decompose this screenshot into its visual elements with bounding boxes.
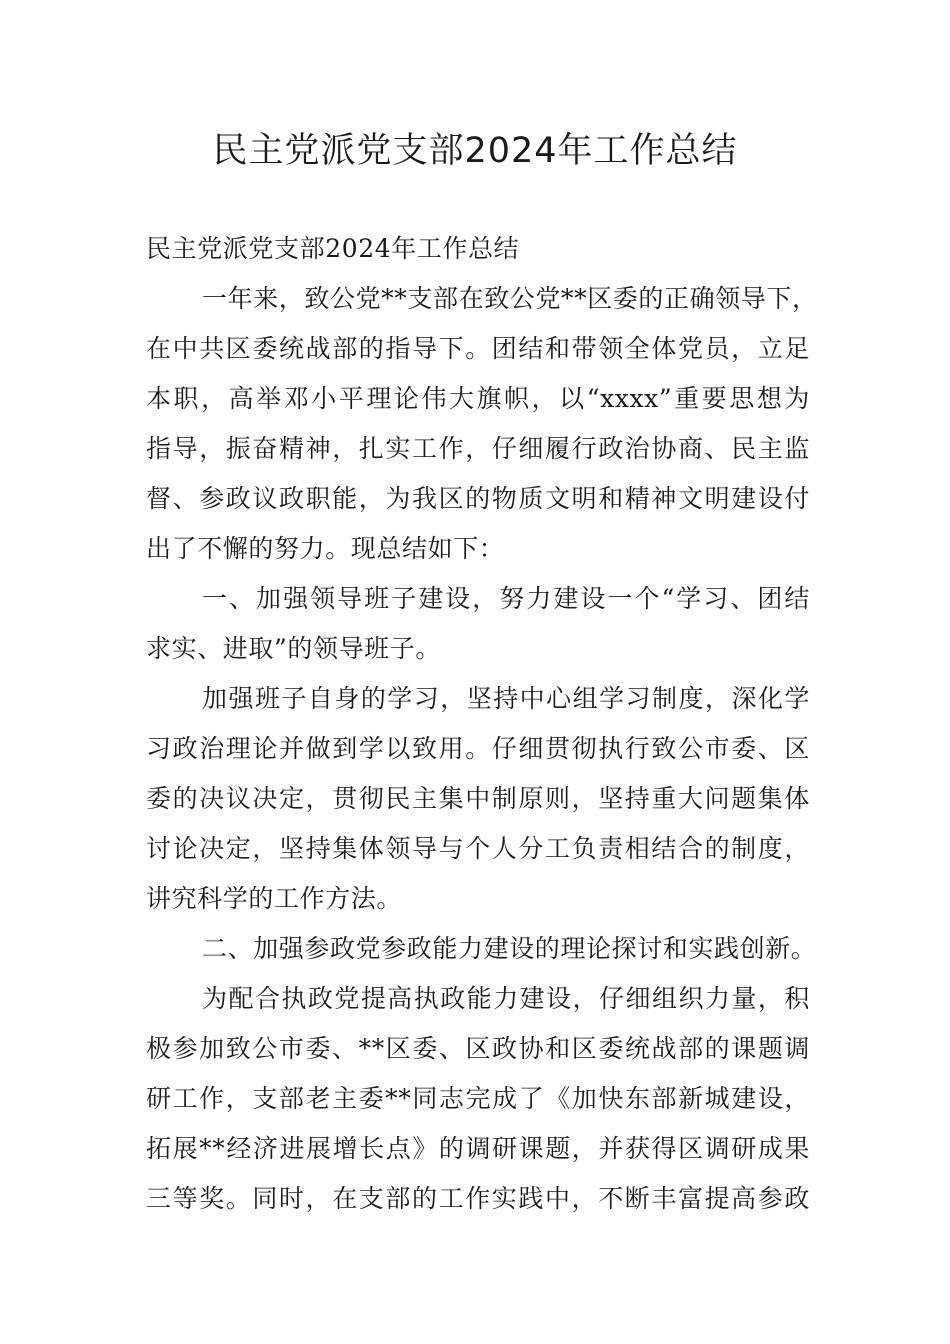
document-body: [146, 224, 818, 1224]
paragraph-line: 加强班子自身的学习，坚持中心组学习制度，深化学: [202, 684, 810, 713]
paragraph-line: 极参加致公市委、**区委、区政协和区委统战部的课题调: [146, 1034, 810, 1063]
paragraph-line: 研工作，支部老主委**同志完成了《加快东部新城建设，: [146, 1084, 810, 1113]
section-heading-line: 一、加强领导班子建设，努力建设一个“学习、团结: [202, 584, 810, 613]
section-heading-line: 二、加强参政党参政能力建设的理论探讨和实践创新。: [202, 934, 817, 963]
paragraph-line: 在中共区委统战部的指导下。团结和带领全体党员，立足: [146, 334, 810, 363]
paragraph-line: 指导，振奋精神，扎实工作，仔细履行政治协商、民主监: [146, 434, 810, 463]
paragraph-line: 拓展**经济进展增长点》的调研课题，并获得区调研成果: [146, 1134, 810, 1163]
paragraph-line: 出了不懈的努力。现总结如下：: [146, 534, 505, 563]
paragraph-line: 督、参政议政职能，为我区的物质文明和精神文明建设付: [146, 484, 810, 513]
section-heading-line: 求实、进取”的领导班子。: [146, 634, 441, 663]
paragraph-line: 委的决议决定，贯彻民主集中制原则，坚持重大问题集体: [146, 784, 810, 813]
paragraph-line: 讨论决定，坚持集体领导与个人分工负责相结合的制度，: [146, 834, 810, 863]
paragraph-line: 讲究科学的工作方法。: [146, 884, 403, 913]
subtitle-line: 民主党派党支部2024年工作总结: [146, 234, 520, 263]
paragraph-line: 习政治理论并做到学以致用。仔细贯彻执行致公市委、区: [146, 734, 810, 763]
paragraph-line: 三等奖。同时，在支部的工作实践中，不断丰富提高参政: [146, 1184, 810, 1213]
paragraph-line: 为配合执政党提高执政能力建设，仔细组织力量，积: [202, 984, 810, 1013]
paragraph-line: 本职，高举邓小平理论伟大旗帜，以“xxxx”重要思想为: [146, 384, 810, 413]
document-title: 民主党派党支部2024年工作总结: [212, 131, 738, 171]
paragraph-line: 一年来，致公党**支部在致公党**区委的正确领导下，: [202, 284, 818, 313]
